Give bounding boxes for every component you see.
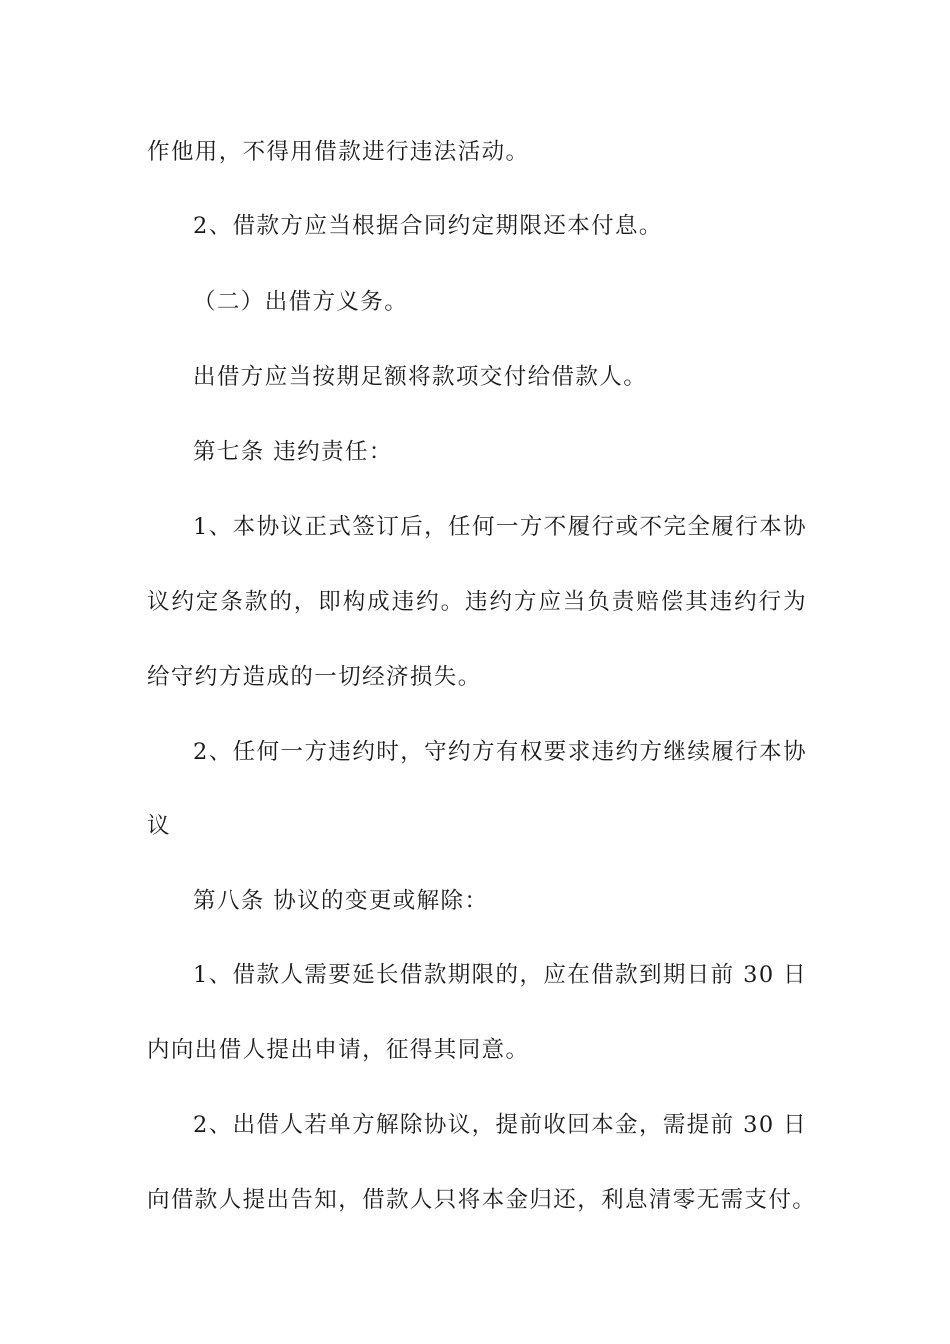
paragraph-line: 2、借款方应当根据合同约定期限还本付息。 — [193, 213, 663, 239]
article-heading: 第八条 协议的变更或解除： — [193, 888, 489, 914]
paragraph-line: 议约定条款的，即构成违约。违约方应当负责赔偿其违约行为 — [147, 589, 807, 615]
paragraph-line: 向借款人提出告知，借款人只将本金归还，利息清零无需支付。 — [147, 1187, 817, 1213]
paragraph-line: 给守约方造成的一切经济损失。 — [147, 664, 482, 690]
paragraph-line: 1、本协议正式签订后，任何一方不履行或不完全履行本协 — [193, 514, 807, 540]
paragraph-line: 出借方应当按期足额将款项交付给借款人。 — [193, 364, 648, 390]
paragraph-line: 2、任何一方违约时，守约方有权要求违约方继续履行本协 — [193, 739, 807, 765]
paragraph-line: 1、借款人需要延长借款期限的，应在借款到期日前 30 日 — [193, 962, 807, 988]
section-heading: （二）出借方义务。 — [193, 289, 409, 315]
paragraph-line: 2、出借人若单方解除协议，提前收回本金，需提前 30 日 — [193, 1112, 807, 1138]
paragraph-line: 内向出借人提出申请，征得其同意。 — [147, 1037, 530, 1063]
article-heading: 第七条 违约责任： — [193, 439, 393, 465]
paragraph-line: 议 — [147, 813, 171, 839]
paragraph-line: 作他用，不得用借款进行违法活动。 — [147, 139, 530, 165]
